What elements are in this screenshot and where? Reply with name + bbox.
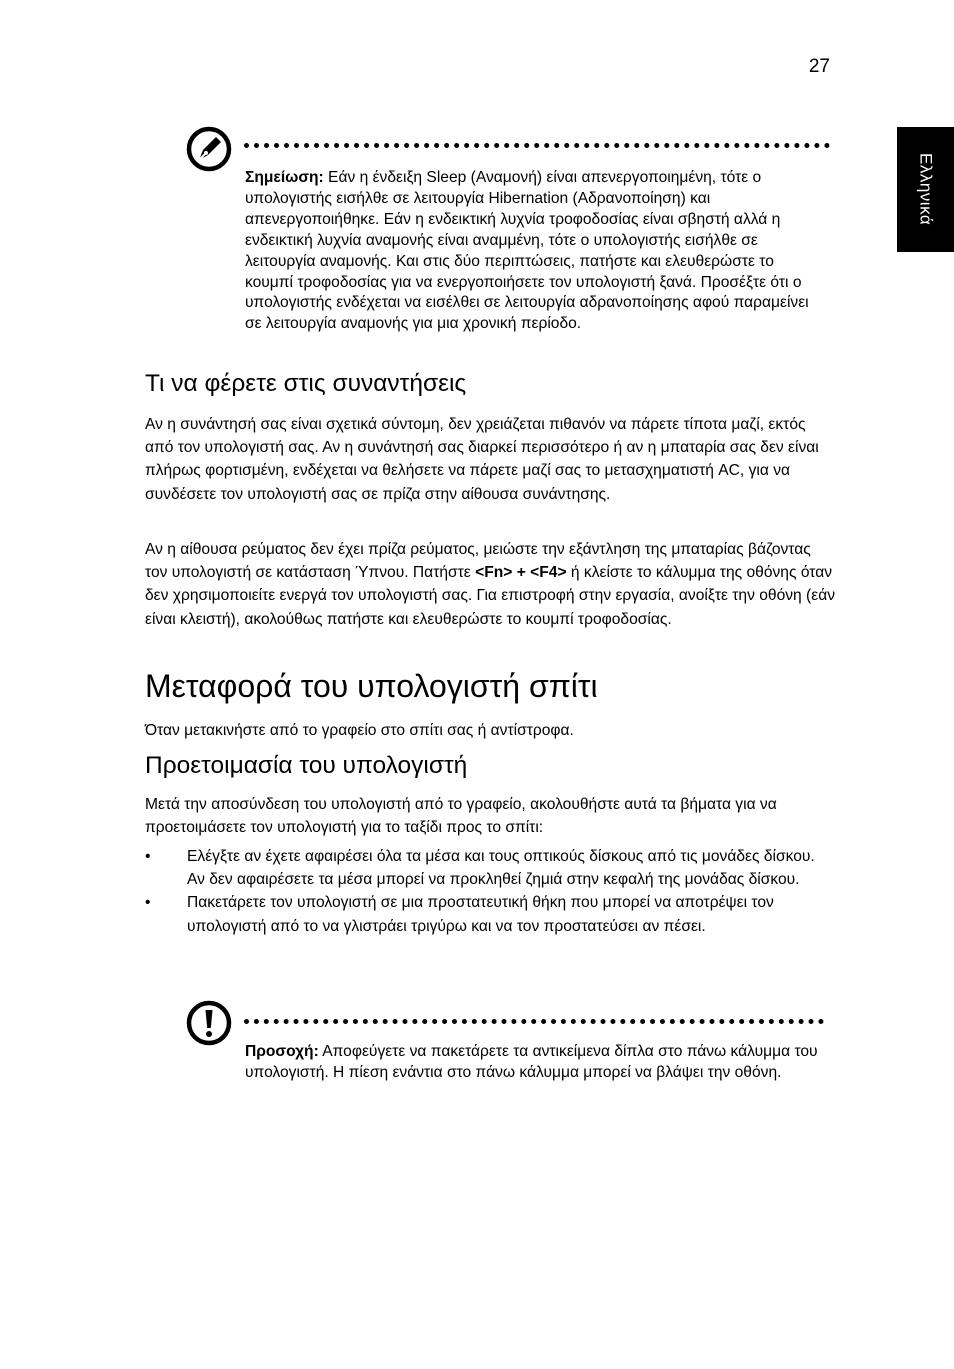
section-heading-meetings: Τι να φέρετε στις συναντήσεις	[145, 370, 467, 397]
note-pen-icon	[186, 126, 232, 172]
caution-label: Προσοχή:	[245, 1043, 319, 1060]
page-title: Μεταφορά του υπολογιστή σπίτι	[145, 668, 598, 704]
list-item: • Πακετάρετε τον υπολογιστή σε μια προστατευτική θήκη που μπορεί να αποτρέψει τον υπολογιστή από το να γλιστράει τριγύρω και να τον προστατεύσει αν πέσει.	[145, 891, 835, 937]
note-body: Εάν η ένδειξη Sleep (Αναμονή) είναι απενεργοποιημένη, τότε ο υπολογιστής εισήλθε σε λειτουργία Hibernation (Αδρανοποίηση) και απενεργοποιήθηκε. Εάν η ενδεικτική λυχνία τροφοδοσίας είναι σβηστή αλλά η ενδεικτική λυχνία αναμονής είναι αναμμένη, τότε ο υπολογιστής εισήλθε σε λειτουργία αναμονής. Και στις δύο περιπτώσεις, πατήστε και ελευθερώστε το κουμπί τροφοδοσίας για να ενεργοποιήσετε τον υπολογιστή ξανά. Προσέξτε ότι ο υπολογιστής ενδέχεται να εισέλθει σε λειτουργία αδρανοποίησης αφού παραμείνει σε λειτουργία αναμονής για μια χρονική περίοδο.	[245, 169, 809, 333]
language-tab	[897, 127, 954, 252]
note-text	[245, 168, 820, 335]
note-divider	[244, 143, 830, 148]
caution-exclamation-icon	[186, 1000, 232, 1046]
section-heading-prepare: Προετοιμασία του υπολογιστή	[145, 752, 468, 779]
page-number: 27	[808, 56, 830, 77]
prepare-steps-list	[145, 845, 835, 938]
caution-text	[245, 1042, 820, 1084]
prepare-intro: Μετά την αποσύνδεση του υπολογιστή από το γραφείο, ακολουθήστε αυτά τα βήματα για να προετοιμάσετε τον υπολογιστή για το ταξίδι προς το σπίτι:	[145, 796, 777, 837]
list-item: • Ελέγξτε αν έχετε αφαιρέσει όλα τα μέσα και τους οπτικούς δίσκους από τις μονάδες δίσκου. Αν δεν αφαιρέσετε τα μέσα μπορεί να προκληθεί ζημιά στην κεφαλή της μονάδας δίσκου.	[145, 845, 835, 891]
meetings-paragraph-1: Αν η συνάντησή σας είναι σχετικά σύντομη, δεν χρειάζεται πιθανόν να πάρετε τίποτα μαζί, εκτός από τον υπολογιστή σας. Αν η συνάντησή σας διαρκεί περισσότερο ή αν η μπαταρία σας δεν είναι πλήρως φορτισμένη, ενδέχεται να θελήσετε να πάρετε μαζί σας το μετασχηματιστή AC, για να συνδέσετε τον υπολογιστή σας σε πρίζα στην αίθουσα συνάντησης.	[145, 416, 819, 503]
bullet-marker: •	[145, 894, 151, 912]
caution-body: Αποφεύγετε να πακετάρετε τα αντικείμενα δίπλα στο πάνω κάλυμμα του υπολογιστή. Η πίεση ενάντια στο πάνω κάλυμμα μπορεί να βλάψει την οθόνη.	[245, 1043, 818, 1081]
keyboard-shortcut: <Fn> + <F4>	[475, 564, 567, 582]
bullet-marker: •	[145, 848, 151, 865]
language-tab-label: Ελληνικά	[916, 153, 936, 226]
home-intro: Όταν μετακινήστε από το γραφείο στο σπίτι σας ή αντίστροφα.	[145, 722, 574, 739]
meetings-paragraph-2: Αν η αίθουσα ρεύματος δεν έχει πρίζα ρεύματος, μειώστε την εξάντληση της μπαταρίας βάζοντας τον υπολογιστή σε κατάσταση Ύπνου. Πατήστε <Fn> + <F4> ή κλείστε το κάλυμμα της οθόνης όταν δεν χρησιμοποιείτε ενεργά τον υπολογιστή σας. Για επιστροφή στην εργασία, ανοίξτε την οθόνη (εάν είναι κλειστή), ακολούθως πατήστε και ελευθερώστε το κουμπί τροφοδοσίας.	[145, 541, 835, 628]
note-label: Σημείωση:	[245, 169, 324, 186]
caution-divider	[244, 1019, 824, 1024]
